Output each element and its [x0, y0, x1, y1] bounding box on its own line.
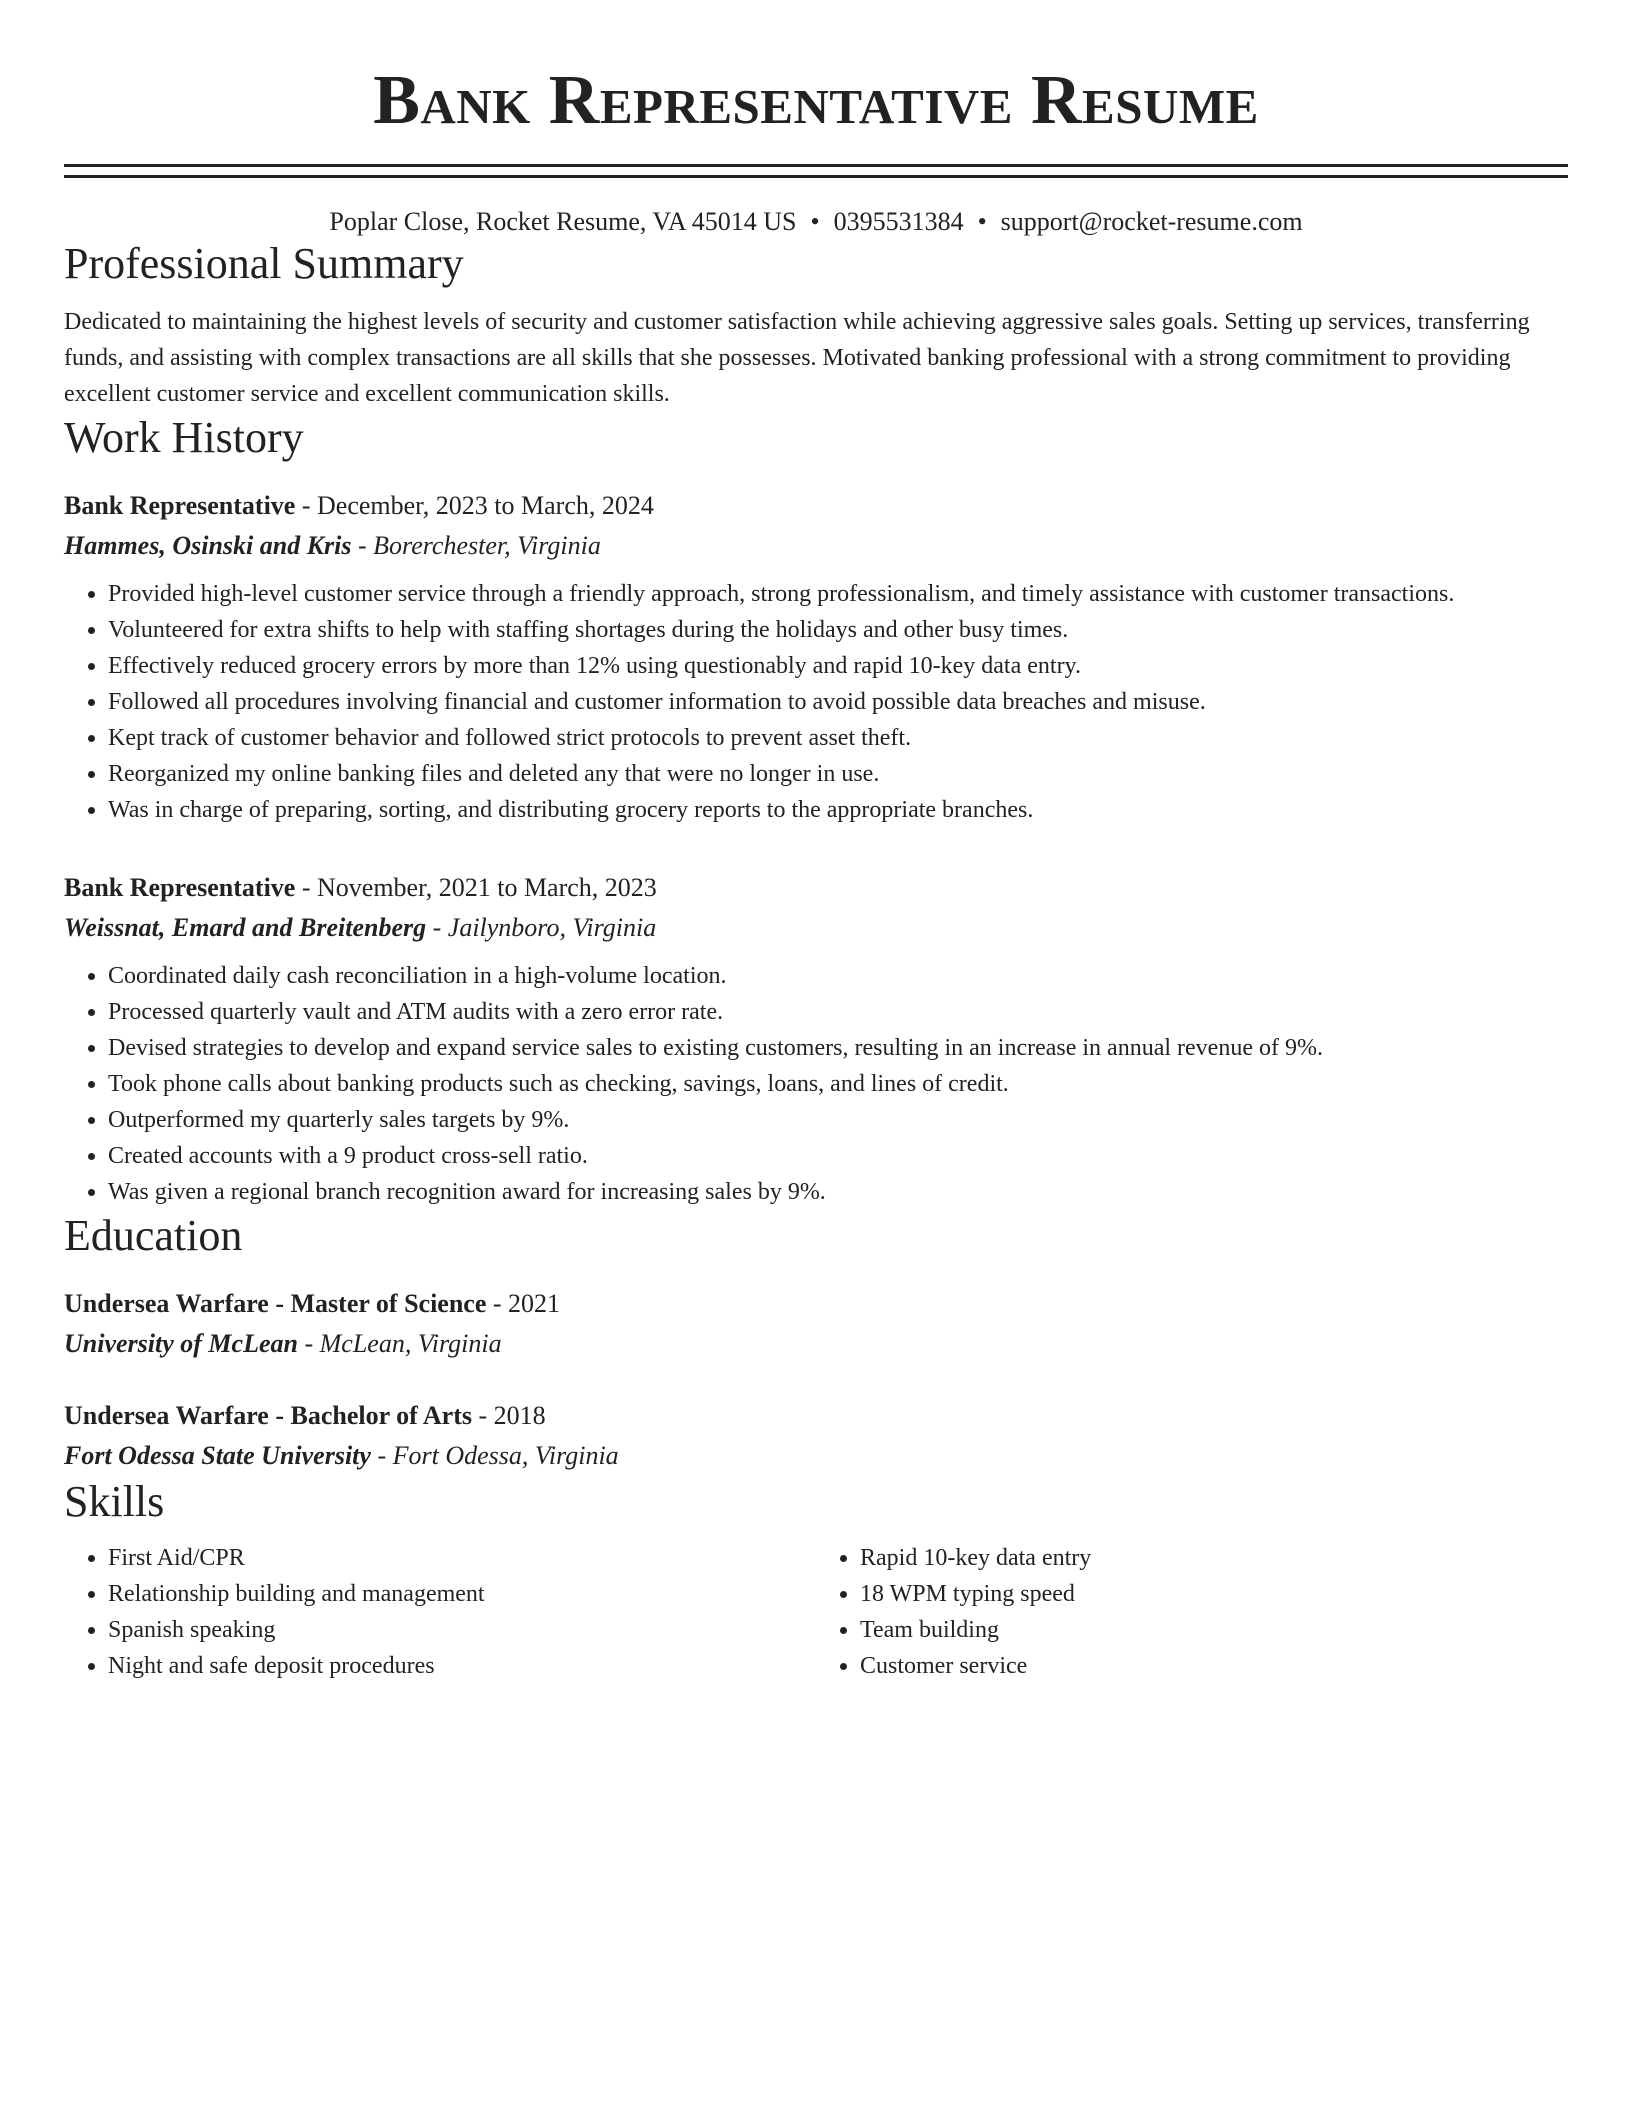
school-name: Fort Odessa State University [64, 1441, 371, 1470]
job-title: Bank Representative [64, 873, 296, 902]
skill-item: • Rapid 10-key data entry [860, 1540, 1568, 1576]
bullet-separator: • [977, 207, 987, 236]
list-item: • Outperformed my quarterly sales targets by 9%. [108, 1102, 1568, 1138]
title-double-rule [64, 164, 1568, 178]
job-company-line [64, 908, 1568, 948]
list-item: • Devised strategies to develop and expand service sales to existing customers, resulting in an increase in annual revenue of 9%. [108, 1030, 1568, 1066]
school-name: University of McLean [64, 1329, 298, 1358]
job-location: - Borerchester, Virginia [351, 531, 601, 560]
skill-item: • 18 WPM typing speed [860, 1576, 1568, 1612]
job-dates: - November, 2021 to March, 2023 [295, 873, 657, 902]
job-company: Weissnat, Emard and Breitenberg [64, 913, 427, 942]
education-entry [64, 1284, 1568, 1364]
contact-email: support@rocket-resume.com [1000, 207, 1303, 236]
skills-grid [64, 1540, 1568, 1684]
contact-line [64, 206, 1568, 238]
skills-heading: Skills [64, 1477, 165, 1526]
degree: Undersea Warfare - Bachelor of Arts [64, 1401, 472, 1430]
degree: Undersea Warfare - Master of Science [64, 1289, 487, 1318]
skill-item: • Team building [860, 1612, 1568, 1648]
list-item: • Provided high-level customer service through a friendly approach, strong professionalism, and timely assistance with customer transactions. [108, 576, 1568, 612]
graduation-year: - 2021 [486, 1289, 561, 1318]
skills-column-right [816, 1540, 1568, 1684]
skill-item: • Customer service [860, 1648, 1568, 1684]
skill-item: • First Aid/CPR [108, 1540, 816, 1576]
job-bullets [64, 576, 1568, 828]
job-company: Hammes, Osinski and Kris [64, 531, 352, 560]
school-location: - McLean, Virginia [297, 1329, 502, 1358]
degree-line [64, 1396, 1568, 1436]
list-item: • Followed all procedures involving financial and customer information to avoid possible data breaches and misuse. [108, 684, 1568, 720]
education-heading: Education [64, 1211, 243, 1260]
skill-item: • Night and safe deposit procedures [108, 1648, 816, 1684]
list-item: • Kept track of customer behavior and followed strict protocols to prevent asset theft. [108, 720, 1568, 756]
school-line [64, 1436, 1568, 1476]
degree-line [64, 1284, 1568, 1324]
list-item: • Created accounts with a 9 product cross-sell ratio. [108, 1138, 1568, 1174]
job-title: Bank Representative [64, 491, 296, 520]
job-role-line [64, 868, 1568, 908]
school-line [64, 1324, 1568, 1364]
job-bullets [64, 958, 1568, 1210]
list-item: • Effectively reduced grocery errors by more than 12% using questionably and rapid 10-key data entry. [108, 648, 1568, 684]
list-item: • Volunteered for extra shifts to help with staffing shortages during the holidays and other busy times. [108, 612, 1568, 648]
job-company-line [64, 526, 1568, 566]
bullet-separator: • [810, 207, 820, 236]
list-item: • Took phone calls about banking products such as checking, savings, loans, and lines of credit. [108, 1066, 1568, 1102]
job-role-line [64, 486, 1568, 526]
summary-text: Dedicated to maintaining the highest levels of security and customer satisfaction while achieving aggressive sales goals. Setting up services, transferring funds, and assisting with complex transactions are all skills that she possesses. Motivated banking professional with a strong commitment to providing excellent customer service and excellent communication skills. [64, 309, 1530, 407]
job-dates: - December, 2023 to March, 2024 [295, 491, 654, 520]
job-entry [64, 868, 1568, 1210]
graduation-year: - 2018 [472, 1401, 546, 1430]
list-item: • Was given a regional branch recognition award for increasing sales by 9%. [108, 1174, 1568, 1210]
contact-phone: 0395531384 [833, 207, 964, 236]
school-location: - Fort Odessa, Virginia [370, 1441, 619, 1470]
job-location: - Jailynboro, Virginia [426, 913, 657, 942]
summary-heading: Professional Summary [64, 239, 464, 288]
work-history-heading: Work History [64, 413, 304, 462]
list-item: • Was in charge of preparing, sorting, and distributing grocery reports to the appropriate branches. [108, 792, 1568, 828]
contact-address: Poplar Close, Rocket Resume, VA 45014 US [329, 207, 797, 236]
education-entry [64, 1396, 1568, 1476]
skill-item: • Spanish speaking [108, 1612, 816, 1648]
list-item: • Processed quarterly vault and ATM audits with a zero error rate. [108, 994, 1568, 1030]
job-entry [64, 486, 1568, 828]
resume-title: Bank Representative Resume [373, 62, 1259, 139]
skills-column-left [64, 1540, 816, 1684]
skill-item: • Relationship building and management [108, 1576, 816, 1612]
list-item: • Coordinated daily cash reconciliation in a high-volume location. [108, 958, 1568, 994]
list-item: • Reorganized my online banking files and deleted any that were no longer in use. [108, 756, 1568, 792]
